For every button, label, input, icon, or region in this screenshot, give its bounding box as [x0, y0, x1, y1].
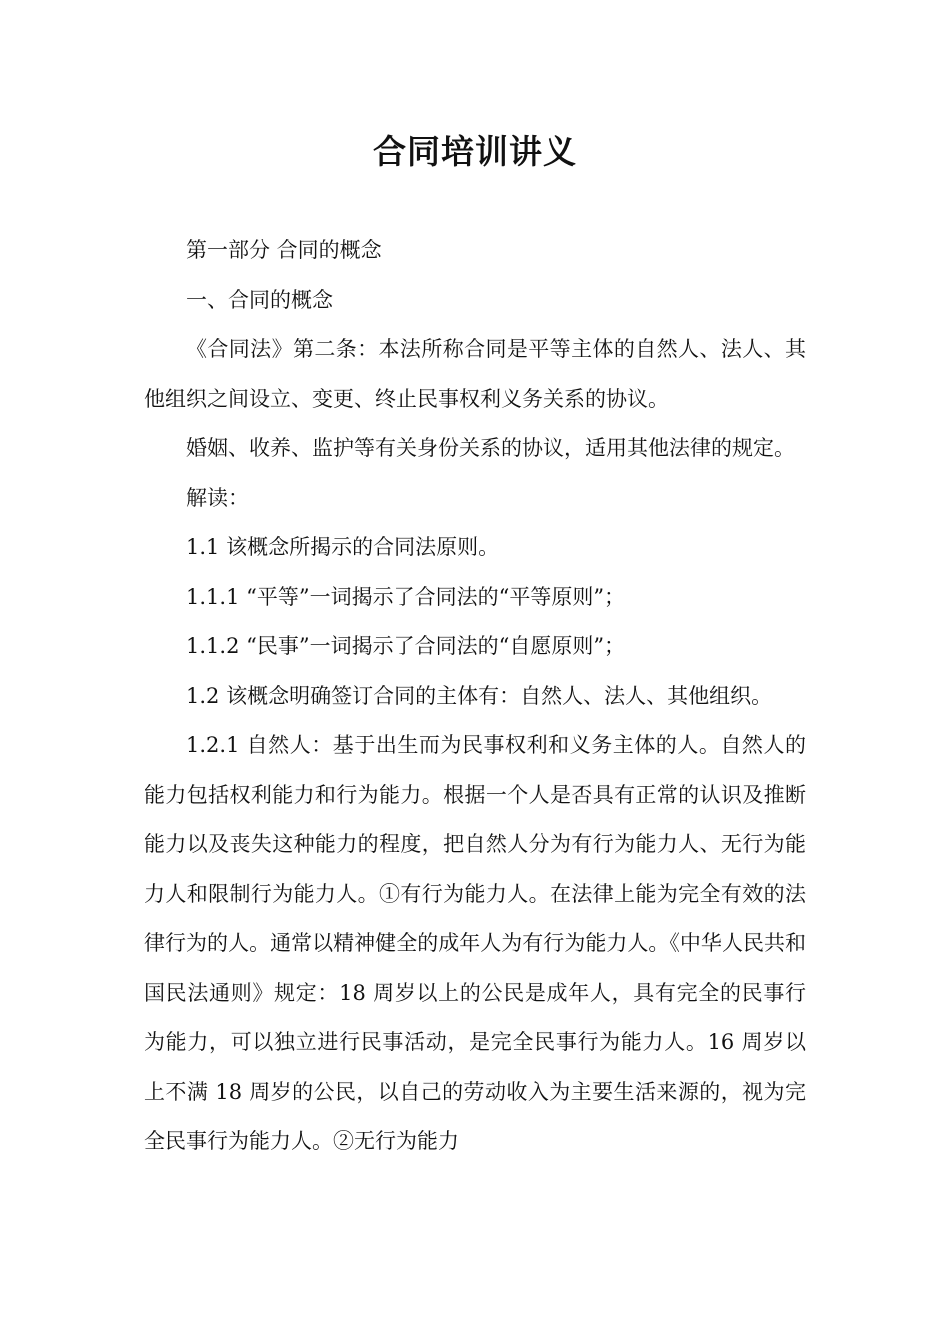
numbered-item: 1.1 该概念所揭示的合同法原则。	[186, 535, 500, 559]
interpretation-label: 解读：	[186, 485, 249, 510]
numbered-item: 1.1.2 “民事”一词揭示了合同法的“自愿原则”；	[186, 634, 626, 658]
numbered-item: 1.1.1 “平等”一词揭示了合同法的“平等原则”；	[186, 584, 626, 609]
law-article-paragraph: 婚姻、收养、监护等有关身份关系的协议，适用其他法律的规定。	[186, 436, 795, 460]
section-heading: 第一部分 合同的概念	[186, 238, 382, 262]
numbered-item: 1.2 该概念明确签订合同的主体有：自然人、法人、其他组织。	[186, 683, 773, 708]
subsection-heading: 一、合同的概念	[186, 287, 333, 312]
natural-person-paragraph: 1.2.1 自然人：基于出生而为民事权利和义务主体的人。自然人的能力包括权利能力和行为能力。根据一个人是否具有正常的认识及推断能力以及丧失这种能力的程度，把自然人分为有行为能力人、无行为能力人和限制行为能力人。①有行为能力人。在法律上能为完全有效的法律行为的人。通常以精神健全的成年人为有行为能力人。《中华人民共和国民法通则》规定：18 周岁以上的公民是成年人，具有完全的民事行为能力，可以独立进行民事活动，是完全民事行为能力人。16 周岁以上不满 18 周岁的公民，以自己的劳动收入为主要生活来源的，视为完全民事行为能力人。②无行为能力	[144, 733, 806, 1153]
law-article-paragraph: 《合同法》第二条：本法所称合同是平等主体的自然人、法人、其他组织之间设立、变更、终止民事权利义务关系的协议。	[144, 337, 806, 411]
document-body	[144, 226, 806, 1167]
document-title: 合同培训讲义	[373, 132, 577, 171]
